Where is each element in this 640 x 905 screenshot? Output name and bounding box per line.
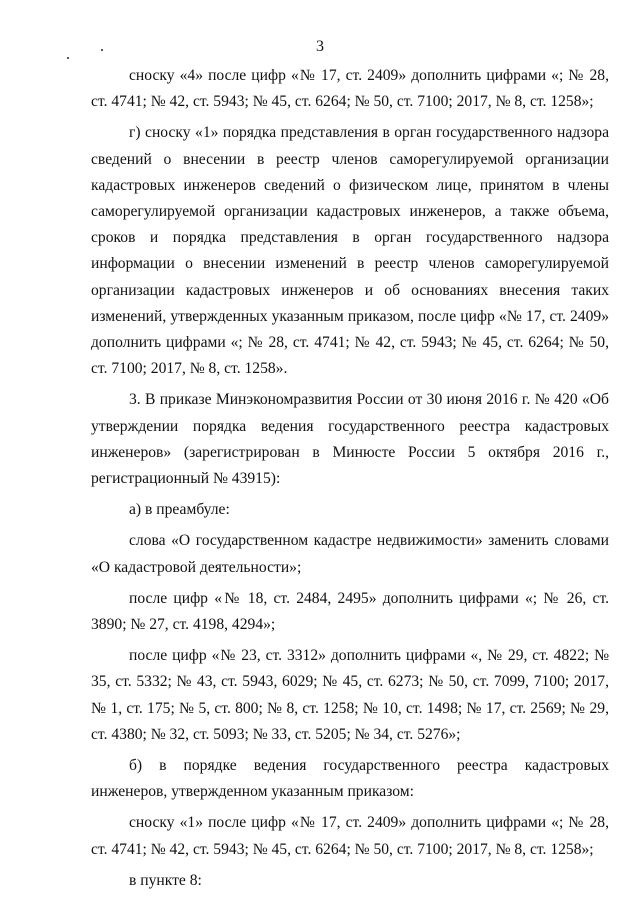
scan-speck xyxy=(67,57,69,59)
document-body xyxy=(91,63,609,894)
paragraph-section-3: 3. В приказе Минэкономразвития России от 30 июня 2016 г. № 420 «Об утверждении порядка ведения государственного реестра кадастровых инженеров» (зарегистрирован в Минюсте России 5 октября 2016 г., регистрационный № 43915): xyxy=(91,391,609,488)
paragraph-item-b: б) в порядке ведения государственного реестра кадастровых инженеров, утвержденном указанным приказом: xyxy=(91,757,609,801)
paragraph-item-a: а) в преамбуле: xyxy=(129,501,230,519)
paragraph-item-g: г) сноску «1» порядка представления в орган государственного надзора сведений о внесении в реестр членов саморегулируемой организации кадастровых инженеров сведений о физическом лице, принятом в члены саморегулируемой организации кадастровых инженеров, а также объема, сроков и порядка представления в орган государственного надзора информации о внесении изменений в реестр членов саморегулируемой организации кадастровых инженеров и об основаниях внесения таких изменений, утвержденных указанным приказом, после цифр «№ 17, ст. 2409» дополнить цифрами «; № 28, ст. 4741; № 42, ст. 5943; № 45, ст. 6264; № 50, ст. 7100; 2017, № 8, ст. 1258». xyxy=(91,124,609,378)
paragraph-after-digits-18: после цифр «№ 18, ст. 2484, 2495» дополнить цифрами «; № 26, ст. 3890; № 27, ст. 4198, 4294»; xyxy=(91,589,609,634)
paragraph-point-8: в пункте 8: xyxy=(129,871,202,889)
paragraph-footnote-1: сноску «1» после цифр «№ 17, ст. 2409» дополнить цифрами «; № 28, ст. 4741; № 42, ст. 5943; № 45, ст. 6264; № 50, ст. 7100; 2017, № 8, ст. 1258»; xyxy=(91,814,609,858)
paragraph-footnote-4: сноску «4» после цифр «№ 17, ст. 2409» дополнить цифрами «; № 28, ст. 4741; № 42, ст. 5943; № 45, ст. 6264; № 50, ст. 7100; 2017, № 8, ст. 1258»; xyxy=(91,67,609,111)
paragraph-replace-words: слова «О государственном кадастре недвижимости» заменить словами «О кадастровой деятельности»; xyxy=(91,532,609,576)
page-number: 3 xyxy=(316,38,324,55)
paragraph-after-digits-23: после цифр «№ 23, ст. 3312» дополнить цифрами «, № 29, ст. 4822; № 35, ст. 5332; № 43, ст. 5943, 6029; № 45, ст. 6273; № 50, ст. 7099, 7100; 2017, № 1, ст. 175; № 5, ст. 800; № 8, ст. 1258; № 10, ст. 1498; № 17, ст. 2569; № 29, ст. 4380; № 32, ст. 5093; № 33, ст. 5205; № 34, ст. 5276»; xyxy=(91,647,609,743)
